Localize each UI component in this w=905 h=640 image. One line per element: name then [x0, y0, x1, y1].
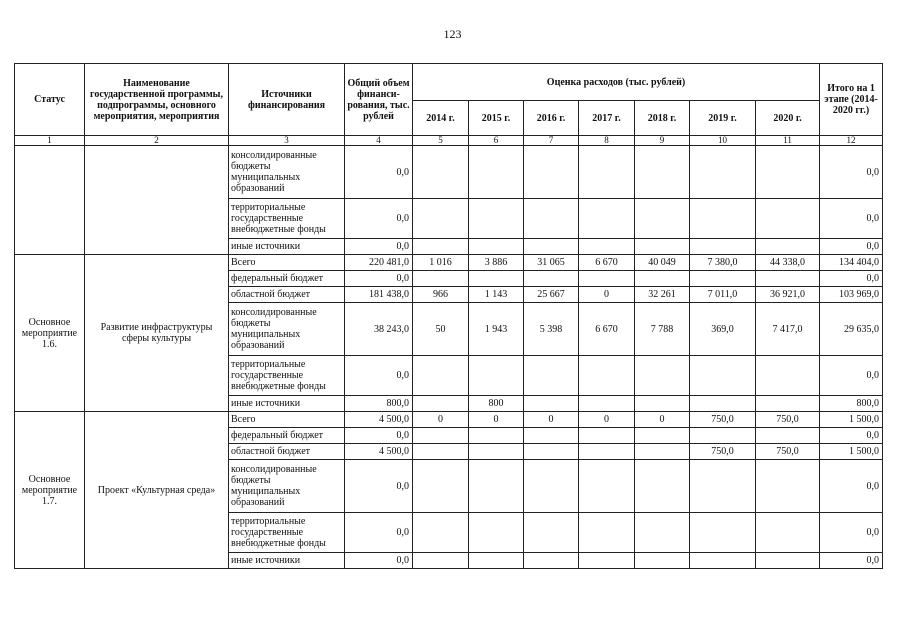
itog-cell: 1 500,0: [820, 412, 883, 428]
itog-cell: 0,0: [820, 553, 883, 569]
year-value-cell: 7 011,0: [690, 287, 756, 303]
source-cell: областной бюджет: [229, 287, 345, 303]
header-name: Наименование государственной программы, подпрограммы, основного мероприятия, мероприятия: [85, 64, 229, 136]
year-value-cell: [524, 553, 579, 569]
year-value-cell: [579, 428, 635, 444]
year-value-cell: [524, 356, 579, 396]
year-value-cell: [524, 513, 579, 553]
name-cell: Развитие инфраструктуры сферы культуры: [85, 255, 229, 412]
itog-cell: 1 500,0: [820, 444, 883, 460]
year-value-cell: [690, 460, 756, 513]
table-header: [15, 64, 883, 146]
itog-cell: 0,0: [820, 356, 883, 396]
year-value-cell: 6 670: [579, 255, 635, 271]
year-value-cell: [524, 396, 579, 412]
year-value-cell: 750,0: [756, 444, 820, 460]
column-number: 5: [413, 136, 469, 146]
header-year: 2016 г.: [524, 101, 579, 136]
year-value-cell: [579, 460, 635, 513]
itog-cell: 0,0: [820, 146, 883, 199]
year-value-cell: 750,0: [756, 412, 820, 428]
year-value-cell: [756, 146, 820, 199]
source-cell: федеральный бюджет: [229, 271, 345, 287]
year-value-cell: [579, 146, 635, 199]
year-value-cell: [413, 553, 469, 569]
year-value-cell: [579, 553, 635, 569]
column-number: 1: [15, 136, 85, 146]
year-value-cell: 5 398: [524, 303, 579, 356]
year-value-cell: 31 065: [524, 255, 579, 271]
year-value-cell: [413, 356, 469, 396]
itog-cell: 134 404,0: [820, 255, 883, 271]
year-value-cell: 3 886: [469, 255, 524, 271]
year-value-cell: 0: [579, 412, 635, 428]
name-cell: Проект «Культурная среда»: [85, 412, 229, 569]
year-value-cell: [635, 444, 690, 460]
year-value-cell: [756, 396, 820, 412]
table-row: [15, 255, 883, 271]
total-cell: 800,0: [345, 396, 413, 412]
year-value-cell: [690, 553, 756, 569]
itog-cell: 0,0: [820, 271, 883, 287]
year-value-cell: [579, 513, 635, 553]
year-value-cell: 369,0: [690, 303, 756, 356]
column-number: 10: [690, 136, 756, 146]
column-number: 7: [524, 136, 579, 146]
year-value-cell: [690, 199, 756, 239]
year-value-cell: 36 921,0: [756, 287, 820, 303]
year-value-cell: [690, 239, 756, 255]
year-value-cell: [413, 460, 469, 513]
year-value-cell: 40 049: [635, 255, 690, 271]
year-value-cell: [756, 199, 820, 239]
year-value-cell: [579, 396, 635, 412]
year-value-cell: [469, 513, 524, 553]
header-itog: Итого на 1 этапе (2014-2020 гг.): [820, 64, 883, 136]
year-value-cell: 0: [579, 287, 635, 303]
total-cell: 0,0: [345, 428, 413, 444]
header-total: Общий объем финанси-рования, тыс. рублей: [345, 64, 413, 136]
year-value-cell: [469, 271, 524, 287]
year-value-cell: 750,0: [690, 412, 756, 428]
column-number: 9: [635, 136, 690, 146]
year-value-cell: [469, 460, 524, 513]
column-number: 8: [579, 136, 635, 146]
column-number: 3: [229, 136, 345, 146]
header-year: 2019 г.: [690, 101, 756, 136]
year-value-cell: 800: [469, 396, 524, 412]
total-cell: 4 500,0: [345, 412, 413, 428]
year-value-cell: [469, 146, 524, 199]
itog-cell: 800,0: [820, 396, 883, 412]
year-value-cell: [413, 444, 469, 460]
year-value-cell: [469, 444, 524, 460]
header-year: 2018 г.: [635, 101, 690, 136]
column-number: 4: [345, 136, 413, 146]
total-cell: 38 243,0: [345, 303, 413, 356]
year-value-cell: [690, 146, 756, 199]
itog-cell: 0,0: [820, 199, 883, 239]
header-year: 2020 г.: [756, 101, 820, 136]
itog-cell: 0,0: [820, 428, 883, 444]
year-value-cell: [756, 553, 820, 569]
year-value-cell: [756, 428, 820, 444]
total-cell: 0,0: [345, 146, 413, 199]
year-value-cell: [579, 239, 635, 255]
year-value-cell: [635, 428, 690, 444]
year-value-cell: 32 261: [635, 287, 690, 303]
source-cell: иные источники: [229, 553, 345, 569]
year-value-cell: 44 338,0: [756, 255, 820, 271]
column-number: 6: [469, 136, 524, 146]
source-cell: иные источники: [229, 396, 345, 412]
table-body: [15, 146, 883, 569]
year-value-cell: 0: [635, 412, 690, 428]
source-cell: иные источники: [229, 239, 345, 255]
year-value-cell: [756, 271, 820, 287]
year-value-cell: [524, 460, 579, 513]
year-value-cell: [524, 271, 579, 287]
status-cell: Основное мероприятие 1.7.: [15, 412, 85, 569]
table-row: [15, 146, 883, 199]
itog-cell: 0,0: [820, 460, 883, 513]
year-value-cell: 966: [413, 287, 469, 303]
year-value-cell: [469, 199, 524, 239]
name-cell: [85, 146, 229, 255]
source-cell: консолидированные бюджеты муниципальных образований: [229, 460, 345, 513]
year-value-cell: [413, 396, 469, 412]
itog-cell: 29 635,0: [820, 303, 883, 356]
total-cell: 0,0: [345, 513, 413, 553]
year-value-cell: [524, 428, 579, 444]
source-cell: консолидированные бюджеты муниципальных образований: [229, 146, 345, 199]
table-row: [15, 412, 883, 428]
column-number: 2: [85, 136, 229, 146]
itog-cell: 0,0: [820, 513, 883, 553]
status-cell: [15, 146, 85, 255]
year-value-cell: [469, 553, 524, 569]
year-value-cell: 25 667: [524, 287, 579, 303]
year-value-cell: [756, 239, 820, 255]
year-value-cell: [635, 199, 690, 239]
year-value-cell: [756, 460, 820, 513]
year-value-cell: 7 417,0: [756, 303, 820, 356]
year-value-cell: [635, 513, 690, 553]
year-value-cell: [635, 396, 690, 412]
source-cell: территориальные государственные внебюджетные фонды: [229, 356, 345, 396]
total-cell: 0,0: [345, 271, 413, 287]
year-value-cell: 1 016: [413, 255, 469, 271]
year-value-cell: [469, 428, 524, 444]
year-value-cell: [635, 239, 690, 255]
year-value-cell: 0: [524, 412, 579, 428]
source-cell: консолидированные бюджеты муниципальных образований: [229, 303, 345, 356]
year-value-cell: [413, 428, 469, 444]
year-value-cell: 750,0: [690, 444, 756, 460]
year-value-cell: [524, 146, 579, 199]
year-value-cell: [524, 199, 579, 239]
year-value-cell: 7 788: [635, 303, 690, 356]
header-year: 2015 г.: [469, 101, 524, 136]
year-value-cell: [635, 356, 690, 396]
year-value-cell: [413, 146, 469, 199]
total-cell: 0,0: [345, 553, 413, 569]
year-value-cell: [690, 428, 756, 444]
year-value-cell: [635, 271, 690, 287]
year-value-cell: [469, 356, 524, 396]
year-value-cell: [469, 239, 524, 255]
source-cell: областной бюджет: [229, 444, 345, 460]
header-year: 2017 г.: [579, 101, 635, 136]
total-cell: 0,0: [345, 199, 413, 239]
page-number: 123: [443, 27, 462, 41]
total-cell: 0,0: [345, 356, 413, 396]
column-number: 11: [756, 136, 820, 146]
year-value-cell: [690, 271, 756, 287]
column-number: 12: [820, 136, 883, 146]
source-cell: территориальные государственные внебюджетные фонды: [229, 513, 345, 553]
year-value-cell: 1 143: [469, 287, 524, 303]
year-value-cell: [413, 199, 469, 239]
year-value-cell: [690, 513, 756, 553]
source-cell: Всего: [229, 255, 345, 271]
year-value-cell: [579, 356, 635, 396]
year-value-cell: [579, 444, 635, 460]
year-value-cell: 6 670: [579, 303, 635, 356]
year-value-cell: 50: [413, 303, 469, 356]
source-cell: федеральный бюджет: [229, 428, 345, 444]
total-cell: 220 481,0: [345, 255, 413, 271]
year-value-cell: [413, 513, 469, 553]
year-value-cell: [413, 271, 469, 287]
year-value-cell: 0: [469, 412, 524, 428]
year-value-cell: 0: [413, 412, 469, 428]
header-status: Статус: [15, 64, 85, 136]
budget-table: [14, 63, 883, 569]
header-estimate: Оценка расходов (тыс. рублей): [413, 64, 820, 101]
total-cell: 0,0: [345, 460, 413, 513]
year-value-cell: [579, 271, 635, 287]
year-value-cell: [635, 553, 690, 569]
total-cell: 0,0: [345, 239, 413, 255]
year-value-cell: [690, 396, 756, 412]
year-value-cell: [524, 444, 579, 460]
itog-cell: 0,0: [820, 239, 883, 255]
itog-cell: 103 969,0: [820, 287, 883, 303]
header-year: 2014 г.: [413, 101, 469, 136]
source-cell: территориальные государственные внебюджетные фонды: [229, 199, 345, 239]
year-value-cell: [756, 356, 820, 396]
year-value-cell: [756, 513, 820, 553]
year-value-cell: [579, 199, 635, 239]
year-value-cell: [690, 356, 756, 396]
year-value-cell: 1 943: [469, 303, 524, 356]
year-value-cell: [635, 146, 690, 199]
year-value-cell: [635, 460, 690, 513]
total-cell: 4 500,0: [345, 444, 413, 460]
total-cell: 181 438,0: [345, 287, 413, 303]
header-sources: Источники финансирования: [229, 64, 345, 136]
source-cell: Всего: [229, 412, 345, 428]
year-value-cell: [524, 239, 579, 255]
year-value-cell: 7 380,0: [690, 255, 756, 271]
year-value-cell: [413, 239, 469, 255]
status-cell: Основное мероприятие 1.6.: [15, 255, 85, 412]
